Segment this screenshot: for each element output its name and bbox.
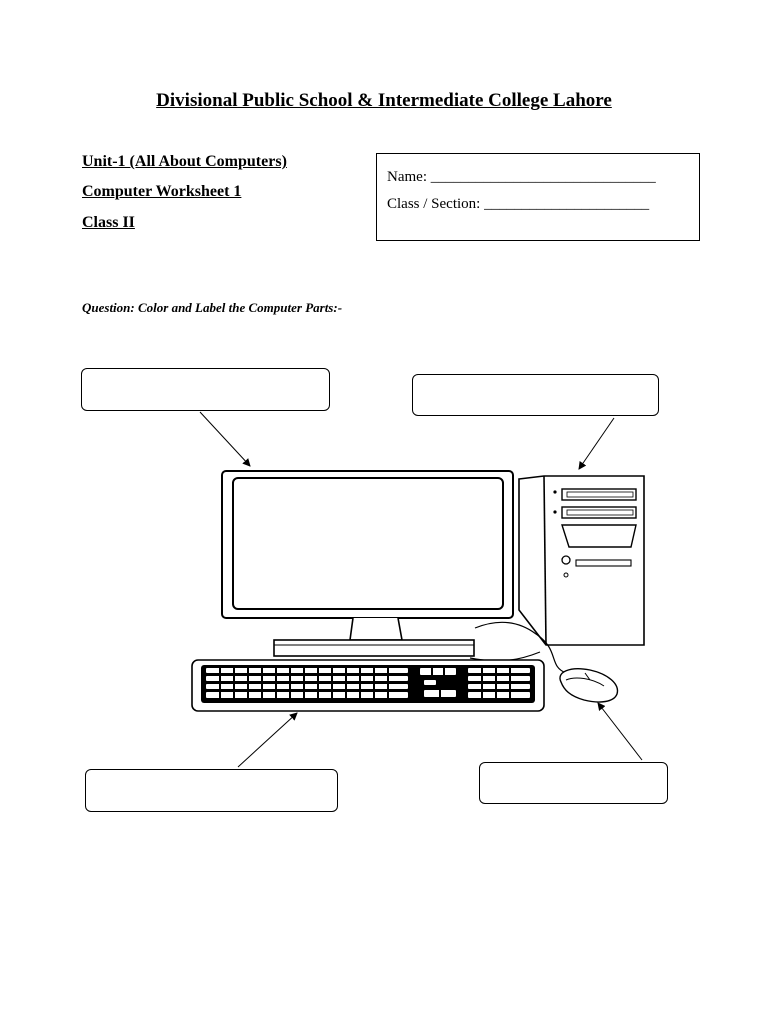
class-title: Class II — [82, 214, 135, 231]
cpu-icon — [519, 476, 644, 645]
keyboard-icon — [192, 660, 544, 711]
school-name: Divisional Public School & Intermediate College Lahore — [156, 90, 612, 111]
keyboard-arrow — [238, 713, 297, 767]
cpu-arrow — [579, 418, 614, 469]
monitor-icon — [222, 471, 513, 656]
worksheet-title: Computer Worksheet 1 — [82, 183, 242, 200]
question-text: Question: Color and Label the Computer Parts:- — [82, 300, 343, 315]
mouse-icon — [560, 669, 617, 702]
mouse-arrow — [598, 703, 642, 760]
class-section-field[interactable]: Class / Section: ______________________ — [387, 196, 650, 212]
name-field[interactable]: Name: ______________________________ — [387, 169, 656, 185]
unit-title: Unit-1 (All About Computers) — [82, 153, 287, 170]
monitor-arrow — [200, 412, 250, 466]
